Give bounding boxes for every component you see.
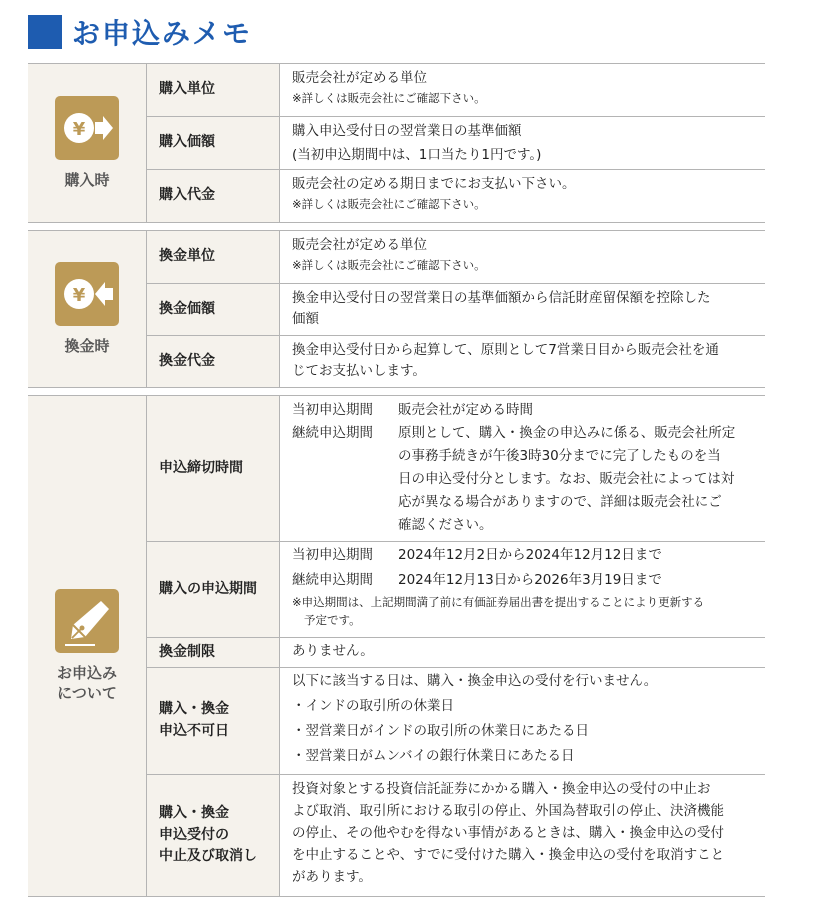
closed-days-line: 以下に該当する日は、購入・換金申込の受付を行いません。 <box>292 673 658 689</box>
purchase-label: 購入時 <box>64 170 110 189</box>
table-row <box>146 542 765 637</box>
closed-days-line: ・翌営業日がインドの取引所の休業日にあたる日 <box>292 723 589 739</box>
deadline-continuous <box>292 422 757 537</box>
purchase-section <box>28 63 765 223</box>
application-label-line: について <box>57 684 117 702</box>
page-title-block <box>28 14 252 50</box>
svg-text:¥: ¥ <box>72 118 86 140</box>
purchase-unit-header: 購入単位 <box>146 64 279 116</box>
deadline-line: 原則として、購入・換金の申込みに係る、販売会社所定 <box>398 425 736 441</box>
suspension-line: 投資対象とする投資信託証券にかかる購入・換金申込の受付の中止お <box>292 781 711 797</box>
period-continuous <box>292 568 757 593</box>
purchase-payment-header: 購入代金 <box>146 170 279 222</box>
purchase-grid <box>146 64 765 222</box>
table-row <box>146 231 765 283</box>
closed-days-header-line: 購入・換金 <box>159 701 229 718</box>
redemption-side <box>28 231 146 387</box>
purchase-payment-note: ※詳しくは販売会社にご確認下さい。 <box>292 197 486 211</box>
purchase-price-cell <box>279 117 765 169</box>
redemption-price-cell <box>279 284 765 335</box>
limit-cell <box>279 638 765 667</box>
deadline-initial <box>292 399 757 422</box>
redemption-price-line: 換金申込受付日の翌営業日の基準価額から信託財産留保額を控除した <box>292 290 711 306</box>
closed-days-cell <box>279 668 765 774</box>
deadline-continuous-key: 継続申込期間 <box>292 425 373 441</box>
period-note: 予定です。 <box>304 613 361 627</box>
application-section <box>28 395 765 897</box>
deadline-initial-key: 当初申込期間 <box>292 402 373 418</box>
purchase-payment-text: 販売会社の定める期日までにお支払い下さい。 <box>292 176 576 192</box>
redemption-payment-cell <box>279 336 765 387</box>
deadline-initial-value: 販売会社が定める時間 <box>398 402 533 418</box>
redemption-unit-cell <box>279 231 765 283</box>
suspension-line: があります。 <box>292 869 372 885</box>
purchase-price-line: 購入申込受付日の翌営業日の基準価額 <box>292 123 522 139</box>
table-row <box>146 284 765 335</box>
title-square-marker <box>28 15 62 49</box>
purchase-unit-text: 販売会社が定める単位 <box>292 70 427 86</box>
deadline-line: 日の申込受付分とします。なお、販売会社によっては対 <box>398 471 735 487</box>
table-row <box>146 117 765 169</box>
suspension-line: を中止することや、すでに受付けた購入・換金申込の受付を取消すこと <box>292 847 725 863</box>
redemption-section <box>28 230 765 388</box>
deadline-continuous-value <box>398 422 757 537</box>
application-side <box>28 396 146 896</box>
period-initial <box>292 543 757 568</box>
application-label <box>57 663 117 704</box>
redemption-payment-line: じてお支払いします。 <box>292 363 426 379</box>
closed-days-header <box>146 668 279 774</box>
deadline-cell <box>279 396 765 541</box>
page-title: お申込みメモ <box>72 17 253 50</box>
closed-days-header-line: 申込不可日 <box>159 723 229 739</box>
redemption-unit-text: 販売会社が定める単位 <box>292 237 427 253</box>
suspension-header-line: 購入・換金 <box>159 804 229 821</box>
application-grid <box>146 396 765 896</box>
closed-days-line: ・翌営業日がムンバイの銀行休業日にあたる日 <box>292 748 575 764</box>
deadline-line: の事務手続きが午後3時30分までに完了したものを当 <box>398 448 721 464</box>
redemption-unit-header: 換金単位 <box>146 231 279 283</box>
table-row <box>146 64 765 116</box>
redemption-unit-note: ※詳しくは販売会社にご確認下さい。 <box>292 258 486 272</box>
limit-value: ありません。 <box>292 643 374 659</box>
deadline-header: 申込締切時間 <box>146 396 279 541</box>
yen-arrow-left-icon <box>55 262 119 326</box>
table-row <box>146 170 765 222</box>
period-continuous-value: 2024年12月13日から2026年3月19日まで <box>398 572 662 588</box>
yen-arrow-right-icon <box>55 96 119 160</box>
suspension-line: よび取消、取引所における取引の停止、外国為替取引の停止、決済機能 <box>292 803 724 819</box>
redemption-price-header: 換金価額 <box>146 284 279 335</box>
limit-header: 換金制限 <box>146 638 279 667</box>
table-row <box>146 396 765 541</box>
purchase-price-header: 購入価額 <box>146 117 279 169</box>
suspension-header <box>146 775 279 896</box>
deadline-line: 応が異なる場合がありますので、詳細は販売会社にご <box>398 494 722 510</box>
purchase-side <box>28 64 146 222</box>
fountain-pen-icon <box>55 589 119 653</box>
period-initial-value: 2024年12月2日から2024年12月12日まで <box>398 547 662 563</box>
suspension-cell <box>279 775 765 896</box>
closed-days-line: ・インドの取引所の休業日 <box>292 698 454 714</box>
redemption-payment-header: 換金代金 <box>146 336 279 387</box>
period-header: 購入の申込期間 <box>146 542 279 637</box>
period-initial-key: 当初申込期間 <box>292 547 373 563</box>
purchase-payment-cell <box>279 170 765 222</box>
table-row <box>146 668 765 774</box>
table-row <box>146 336 765 387</box>
purchase-unit-cell <box>279 64 765 116</box>
table-row <box>146 775 765 896</box>
application-label-line: お申込み <box>56 663 117 682</box>
deadline-line: 確認ください。 <box>398 517 493 533</box>
suspension-line: の停止、その他やむを得ない事情があるときは、購入・換金申込の受付 <box>292 825 724 841</box>
suspension-header-line: 中止及び取消し <box>159 848 257 865</box>
suspension-header-line: 申込受付の <box>159 826 229 843</box>
redemption-payment-line: 換金申込受付日から起算して、原則として7営業日目から販売会社を通 <box>292 342 719 358</box>
redemption-price-line: 価額 <box>292 311 319 327</box>
period-cell <box>279 542 765 637</box>
purchase-unit-note: ※詳しくは販売会社にご確認下さい。 <box>292 91 486 105</box>
period-continuous-key: 継続申込期間 <box>292 572 373 588</box>
period-note: ※申込期間は、上記期間満了前に有価証券届出書を提出することにより更新する <box>292 595 705 609</box>
table-row <box>146 638 765 667</box>
redemption-grid <box>146 231 765 387</box>
svg-text:¥: ¥ <box>72 284 86 306</box>
purchase-price-line: (当初申込期間中は、1口当たり1円です。) <box>292 147 542 163</box>
redemption-label: 換金時 <box>64 336 110 355</box>
